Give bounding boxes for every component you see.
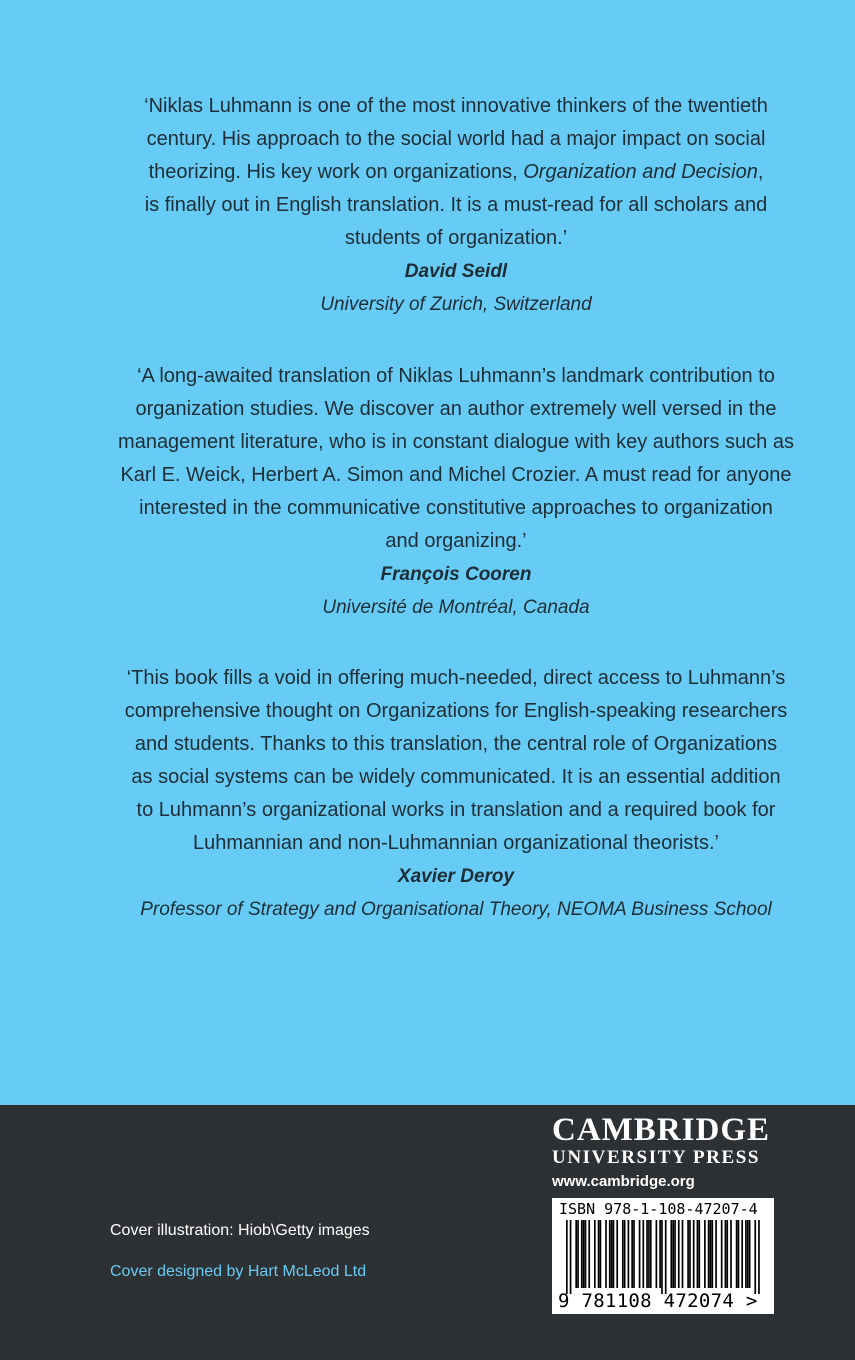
endorsement-quote bbox=[100, 90, 812, 255]
quote-line: century. His approach to the social world had a major impact on social bbox=[146, 128, 766, 150]
barcode-bar bbox=[581, 1220, 583, 1288]
endorsement-quote bbox=[100, 360, 812, 558]
publisher-name: CAMBRIDGE bbox=[552, 1112, 771, 1148]
barcode-bar bbox=[678, 1220, 680, 1288]
barcode-bar bbox=[650, 1220, 652, 1288]
barcode-bar bbox=[566, 1220, 568, 1294]
barcode-bar bbox=[594, 1220, 596, 1288]
barcode-bar bbox=[585, 1220, 587, 1288]
endorsement-author: Xavier Deroy bbox=[397, 866, 515, 887]
barcode-bar bbox=[611, 1220, 613, 1288]
endorsement-deroy bbox=[100, 662, 812, 926]
isbn-label: ISBN 978-1-108-47207-4 bbox=[559, 1200, 758, 1218]
quote-line: Karl E. Weick, Herbert A. Simon and Michel Crozier. A must read for anyone bbox=[120, 464, 792, 486]
barcode-bar bbox=[570, 1220, 572, 1294]
endorsement-seidl bbox=[100, 90, 812, 321]
endorsement-cooren bbox=[100, 360, 812, 624]
barcode-bar bbox=[758, 1220, 760, 1294]
barcode-bar bbox=[745, 1220, 747, 1288]
barcode-bar bbox=[613, 1220, 615, 1288]
cover-design-credit: Cover designed by Hart McLeod Ltd bbox=[110, 1263, 367, 1280]
barcode-bar bbox=[575, 1220, 577, 1288]
barcode-bar bbox=[674, 1220, 676, 1288]
endorsement-author: François Cooren bbox=[380, 564, 532, 585]
quote-line: to Luhmann’s organizational works in translation and a required book for bbox=[136, 799, 776, 821]
endorsement-author: David Seidl bbox=[404, 261, 508, 282]
barcode-digits: 9 781108 472074 > bbox=[558, 1290, 758, 1312]
barcode-bar bbox=[628, 1220, 630, 1288]
barcode-bar bbox=[577, 1220, 579, 1288]
barcode-bar bbox=[665, 1220, 667, 1294]
barcode-bar bbox=[738, 1220, 740, 1288]
publisher-logo bbox=[552, 1112, 774, 1192]
barcode-bar bbox=[682, 1220, 684, 1288]
barcode-bar bbox=[708, 1220, 710, 1288]
publisher-subtitle: UNIVERSITY PRESS bbox=[552, 1147, 761, 1168]
quote-line: comprehensive thought on Organizations for English-speaking researchers bbox=[124, 700, 788, 722]
quote-line: ‘A long-awaited translation of Niklas Luhmann’s landmark contribution to bbox=[137, 365, 775, 387]
barcode-bar bbox=[741, 1220, 743, 1288]
barcode-bar bbox=[616, 1220, 618, 1288]
quote-line: ‘This book fills a void in offering much-needed, direct access to Luhmann’s bbox=[126, 667, 786, 689]
barcode-bar bbox=[726, 1220, 728, 1288]
barcode-bar bbox=[598, 1220, 600, 1288]
barcode-bar bbox=[710, 1220, 712, 1288]
barcode-bar bbox=[600, 1220, 602, 1288]
publisher-url: www.cambridge.org bbox=[552, 1173, 695, 1190]
barcode-bar bbox=[698, 1220, 700, 1288]
barcode-bar bbox=[656, 1220, 658, 1288]
barcode-bar bbox=[605, 1220, 607, 1288]
barcode-bar bbox=[725, 1220, 727, 1288]
cover-illustration-credit: Cover illustration: Hiob\Getty images bbox=[110, 1222, 370, 1239]
barcode-bar bbox=[712, 1220, 714, 1288]
barcode-bar bbox=[642, 1220, 644, 1288]
quote-line: as social systems can be widely communicated. It is an essential addition bbox=[131, 766, 781, 788]
barcode-bar bbox=[624, 1220, 626, 1288]
barcode-bar bbox=[715, 1220, 717, 1288]
barcode-bar bbox=[736, 1220, 738, 1288]
quote-line: students of organization.’ bbox=[344, 227, 568, 249]
barcode-bar bbox=[588, 1220, 590, 1288]
barcode-bar bbox=[730, 1220, 732, 1288]
barcode-bar bbox=[672, 1220, 674, 1288]
quote-line: is finally out in English translation. It is a must-read for all scholars and bbox=[144, 194, 768, 216]
barcode-bar bbox=[646, 1220, 648, 1288]
endorsement-affiliation: Professor of Strategy and Organisational Theory, NEOMA Business School bbox=[140, 899, 772, 920]
quote-line: Luhmannian and non-Luhmannian organizational theorists.’ bbox=[193, 832, 719, 854]
barcode-bar bbox=[661, 1220, 663, 1294]
barcode-bar bbox=[721, 1220, 723, 1288]
barcode-bar bbox=[609, 1220, 611, 1288]
barcode-bar bbox=[622, 1220, 624, 1288]
barcode-bar bbox=[747, 1220, 749, 1288]
quote-line: ‘Niklas Luhmann is one of the most innovative thinkers of the twentieth bbox=[144, 95, 768, 117]
barcode-bar bbox=[639, 1220, 641, 1288]
barcode-bar bbox=[697, 1220, 699, 1288]
barcode-bar bbox=[583, 1220, 585, 1288]
endorsement-affiliation: University of Zurich, Switzerland bbox=[320, 294, 592, 315]
barcode-bar bbox=[754, 1220, 756, 1294]
quote-line: management literature, who is in constant dialogue with key authors such as bbox=[118, 431, 794, 453]
barcode-bar bbox=[689, 1220, 691, 1288]
quote-line: and organizing.’ bbox=[385, 530, 527, 552]
book-title: Organization and Decision bbox=[523, 161, 758, 183]
barcode-bar bbox=[704, 1220, 706, 1288]
barcode-bar bbox=[670, 1220, 672, 1288]
barcode-bar bbox=[687, 1220, 689, 1288]
barcode-bar bbox=[693, 1220, 695, 1288]
isbn-barcode bbox=[552, 1198, 774, 1314]
barcode-bar bbox=[648, 1220, 650, 1288]
barcode-bar bbox=[749, 1220, 751, 1288]
quote-line: interested in the communicative constitutive approaches to organization bbox=[139, 497, 773, 519]
quote-line: and students. Thanks to this translation, the central role of Organizations bbox=[134, 733, 778, 755]
quote-line: organization studies. We discover an author extremely well versed in the bbox=[135, 398, 777, 420]
barcode-bar bbox=[631, 1220, 633, 1288]
barcode-bar bbox=[659, 1220, 661, 1288]
barcode-bar bbox=[633, 1220, 635, 1288]
quote-line: theorizing. His key work on organizations, Organization and Decision, bbox=[148, 161, 764, 183]
endorsement-affiliation: Université de Montréal, Canada bbox=[322, 597, 590, 618]
endorsement-quote bbox=[100, 662, 812, 860]
